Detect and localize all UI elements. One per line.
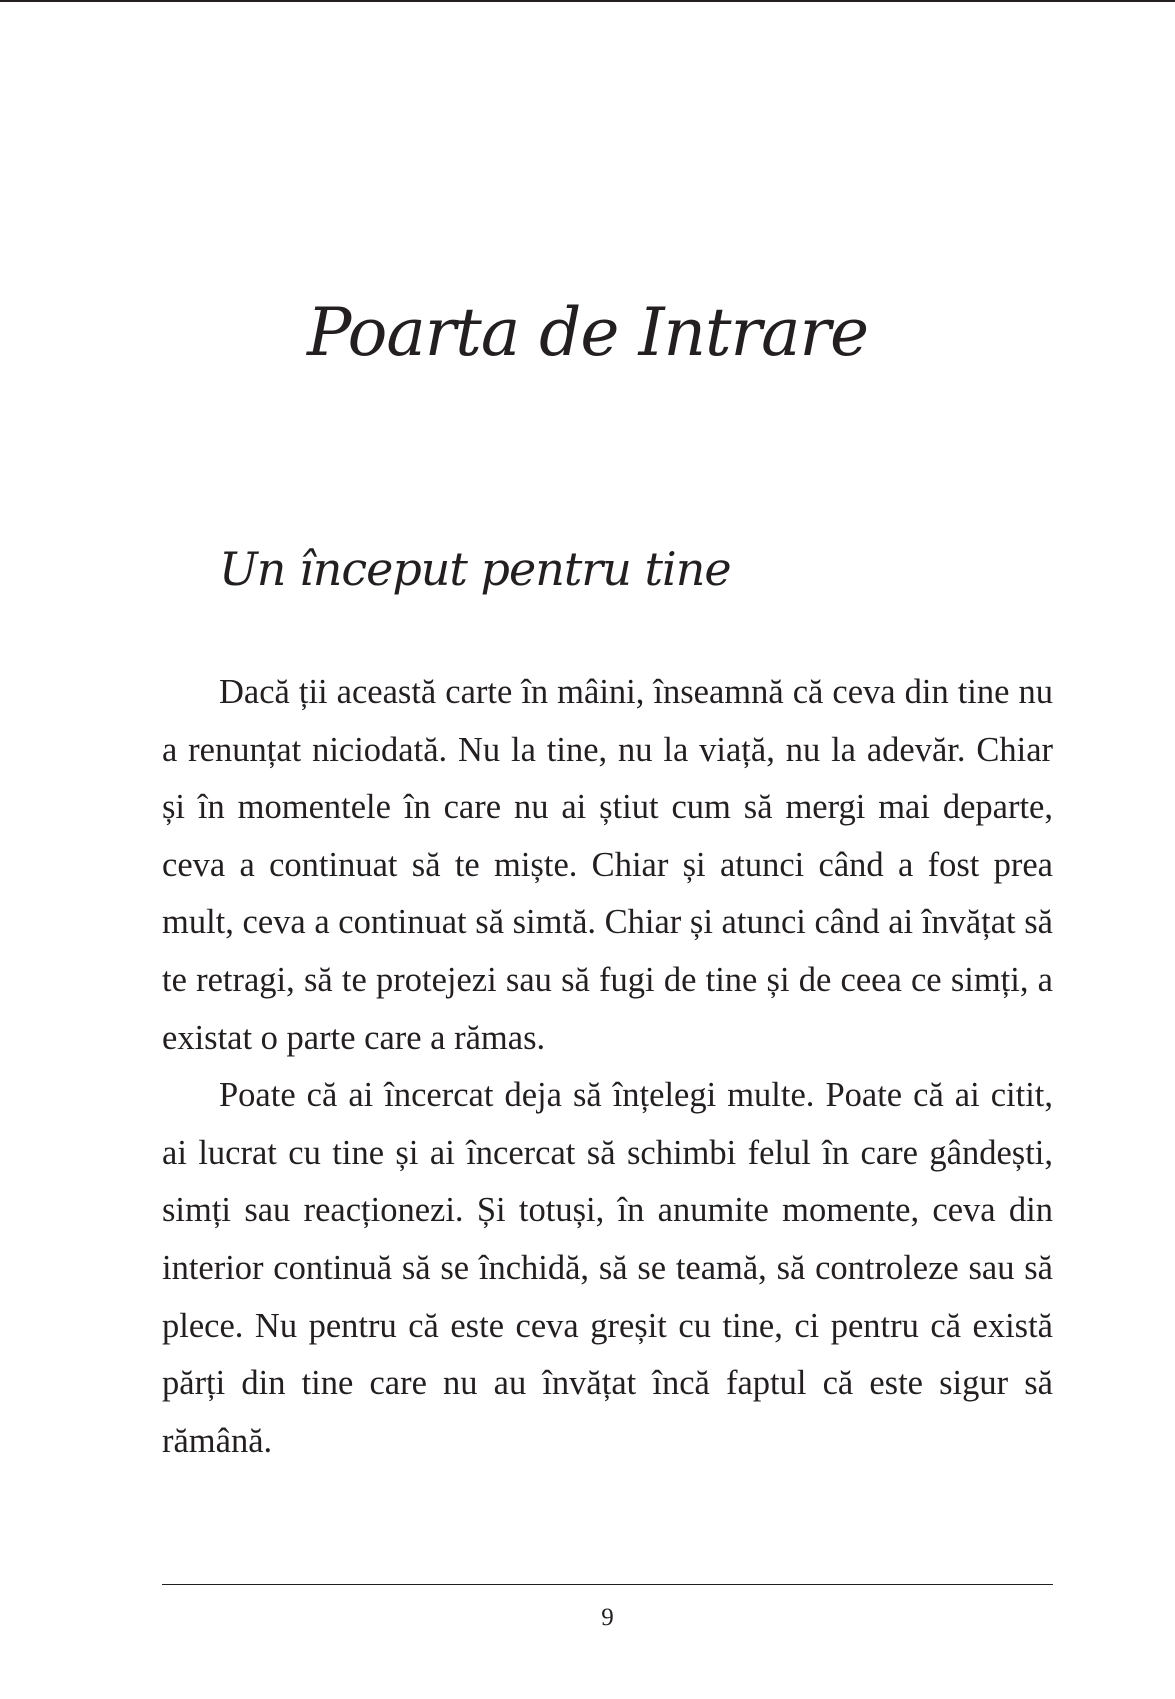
section-title: Un început pentru tine (219, 542, 731, 596)
page-number: 9 (601, 1604, 614, 1631)
paragraph-2: Poate că ai încercat deja să înțelegi multe. Poate că ai citit, ai lucrat cu tine și ai încercat să schimbi felul în care gândești, simți sau reacționezi. Și totuși, în anumite momente, ceva din interior continuă să se închidă, să se teamă, să controleze sau să plece. Nu pentru că este ceva greșit cu tine, ci pentru că există părți din tine care nu au învățat încă faptul că este sigur să rămână. (162, 1076, 1053, 1460)
body-text (162, 664, 1053, 1470)
footer-divider (162, 1584, 1053, 1585)
paragraph-1: Dacă ții această carte în mâini, înseamnă că ceva din tine nu a renunțat niciodată. Nu la tine, nu la viață, nu la adevăr. Chiar și în momentele în care nu ai știut cum să mergi mai departe, ceva a continuat să te miște. Chiar și atunci când a fost prea mult, ceva a continuat să simtă. Chiar și atunci când ai învățat să te retragi, să te protejezi sau să fugi de tine și de ceea ce simți, a existat o parte care a rămas. (162, 673, 1053, 1057)
chapter-title: Poarta de Intrare (306, 294, 869, 371)
